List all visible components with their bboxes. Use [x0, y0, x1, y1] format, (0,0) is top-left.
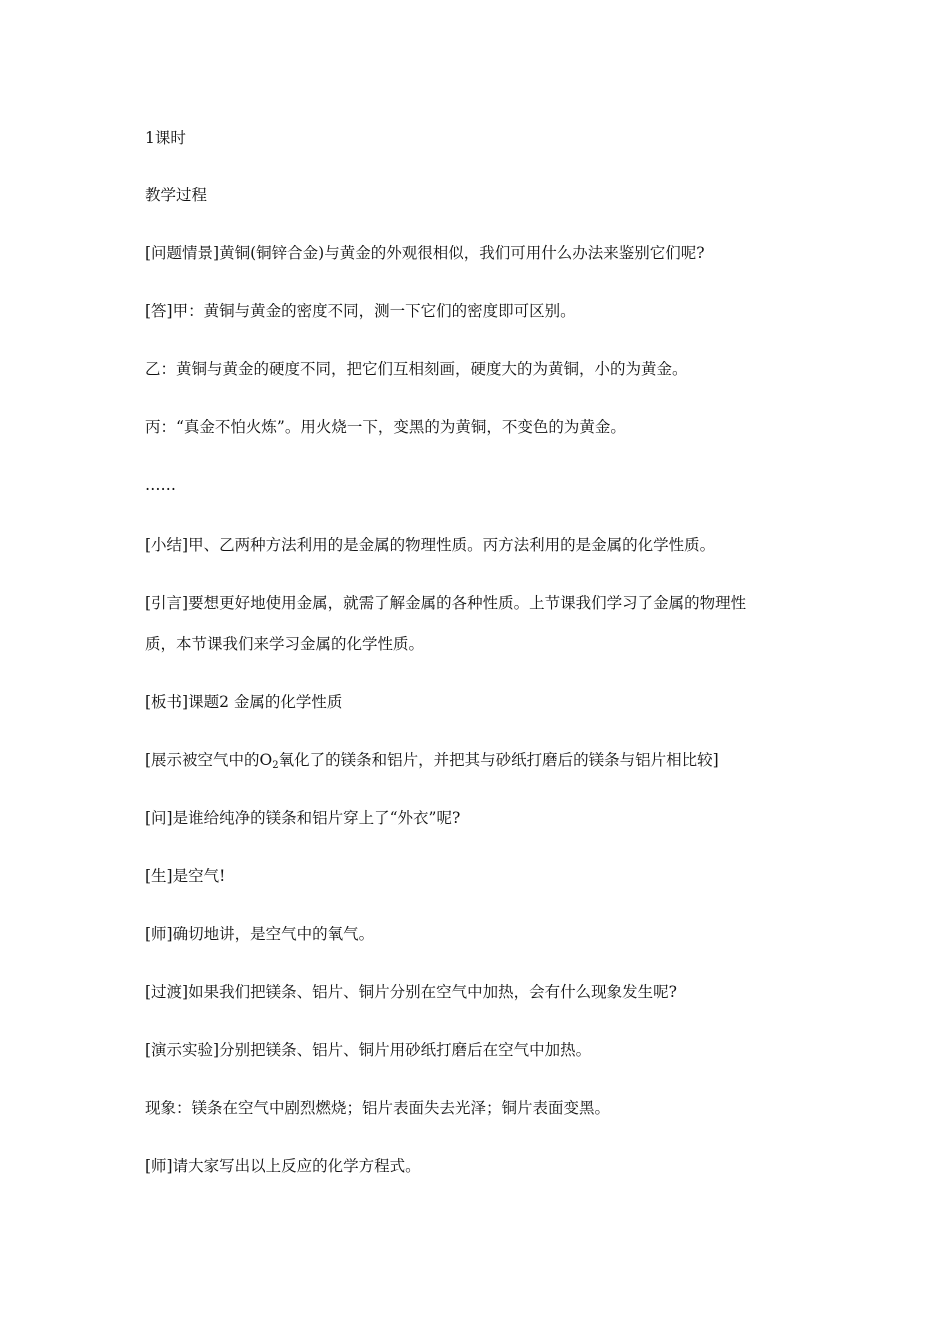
- text-line: 1课时: [145, 129, 186, 147]
- text-line: [演示实验]分别把镁条、铝片、铜片用砂纸打磨后在空气中加热。: [145, 1041, 592, 1059]
- oxygen-subscript: 2: [272, 760, 279, 771]
- ellipsis-line: ……: [145, 476, 176, 494]
- text-line: [引言]要想更好地使用金属，就需了解金属的各种性质。上节课我们学习了金属的物理性: [145, 594, 747, 612]
- text-line: [过渡]如果我们把镁条、铝片、铜片分别在空气中加热，会有什么现象发生呢?: [145, 983, 677, 1001]
- text-line: 乙：黄铜与黄金的硬度不同，把它们互相刻画，硬度大的为黄铜，小的为黄金。: [145, 360, 688, 378]
- text-line: [师]确切地讲，是空气中的氧气。: [145, 925, 375, 943]
- text-line: [师]请大家写出以上反应的化学方程式。: [145, 1157, 421, 1175]
- text-line: [答]甲：黄铜与黄金的密度不同，测一下它们的密度即可区别。: [145, 302, 576, 320]
- text-line: 质，本节课我们来学习金属的化学性质。: [145, 635, 425, 653]
- display-line: [145, 750, 825, 776]
- text-line: 现象：镁条在空气中剧烈燃烧；铝片表面失去光泽；铜片表面变黑。: [145, 1099, 611, 1117]
- text-line: [问]是谁给纯净的镁条和铝片穿上了“外衣”呢?: [145, 809, 461, 827]
- text-line: [问题情景]黄铜(铜锌合金)与黄金的外观很相似，我们可用什么办法来鉴别它们呢?: [145, 244, 705, 262]
- text-line: [小结]甲、乙两种方法利用的是金属的物理性质。丙方法利用的是金属的化学性质。: [145, 536, 716, 554]
- text-line: 丙：“真金不怕火炼”。用火烧一下，变黑的为黄铜，不变色的为黄金。: [145, 418, 626, 436]
- display-line-end: 氧化了的镁条和铝片，并把其与砂纸打磨后的镁条与铝片相比较]: [278, 751, 719, 769]
- text-line: 教学过程: [145, 186, 208, 204]
- text-line: [板书]课题2 金属的化学性质: [145, 693, 343, 711]
- text-line: [生]是空气!: [145, 867, 226, 885]
- display-line-start: [展示被空气中的O: [145, 751, 273, 769]
